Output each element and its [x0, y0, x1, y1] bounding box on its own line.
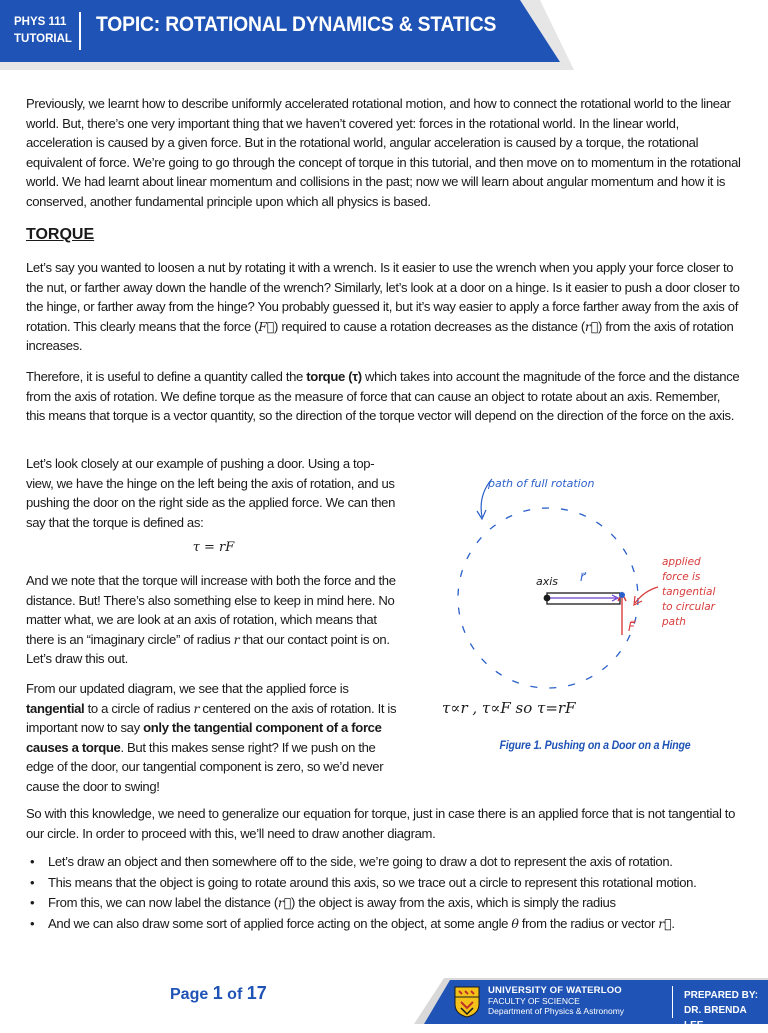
page-word: Page — [170, 986, 209, 1003]
list-item — [26, 893, 746, 914]
bullet-3-text-b: ) the object is away from the axis, which is simply the radius — [290, 895, 616, 910]
applied-note-line4: to circular — [662, 601, 715, 613]
circle-paragraph — [26, 571, 401, 669]
course-code-line1: PHYS 111 — [14, 16, 67, 28]
tangential-text-d: . But this makes sense right? If we push on the edge of the door, our tangential component is zero, so we’d never cause the door to swing! — [26, 739, 384, 794]
tangential-term: tangential — [26, 700, 85, 716]
contact-point — [619, 592, 625, 598]
torque-paragraph-1 — [26, 258, 742, 356]
generalize-text: So with this knowledge, we need to generalize our equation for torque, just in case there is an applied force that is not tangential to our circle. In order to proceed with this, we’ll need to draw another diagram. — [26, 806, 736, 841]
torque-p1-text-c: ) from the axis of rotation increases. — [26, 318, 734, 353]
page-number: 1 — [212, 983, 223, 1003]
hinge-dot — [544, 595, 551, 602]
university-crest-icon — [454, 986, 480, 1018]
bullet-4-text-b: from the radius or vector — [518, 915, 659, 931]
applied-note-line1: applied — [662, 556, 701, 568]
torque-p2-text-b: which takes into account the magnitude of the force and the distance from the axis of rotation. We define torque as the measure of force that can cause an object to rotate about an axis. Remember, this means that torque is a vector quantity, so the direction of the torque vector will depend on the direction of the force on the axis. — [26, 369, 740, 423]
tangential-paragraph — [26, 679, 401, 796]
door-text: Let’s look closely at our example of pushing a door. Using a top-view, we have the hinge on the left being the axis of rotation, and us pushing the door on the right side as the applied force. We can then say that the torque is defined as: — [26, 456, 396, 530]
radius-vector-symbol: r⃗ — [584, 318, 599, 334]
radius-symbol-2: r — [193, 700, 200, 716]
axis-label: axis — [536, 575, 559, 588]
university-name: UNIVERSITY OF WATERLOO — [488, 985, 622, 996]
bullet-2-text: This means that the object is going to rotate around this axis, so we trace out a circle to represent this rotational motion. — [48, 874, 697, 890]
torque-p2-text-a: Therefore, it is useful to define a quantity called the — [26, 369, 307, 384]
section-heading-torque: TORQUE — [26, 226, 95, 243]
list-item — [26, 873, 746, 894]
course-code — [14, 14, 74, 48]
radius-symbol: r — [233, 631, 240, 647]
tangential-text-a: From our updated diagram, we see that the applied force is — [26, 681, 349, 696]
footer-divider — [672, 986, 673, 1018]
applied-note-line5: path — [662, 616, 686, 628]
tangential-key-statement: only the tangential component of a force causes a torque — [26, 720, 382, 755]
bullet-1-text: Let’s draw an object and then somewhere off to the side, we’re going to draw a dot to represent the axis of rotation. — [48, 854, 673, 869]
force-vector-symbol: F⃗ — [258, 318, 275, 334]
tangential-text-b: to a circle of radius — [84, 700, 194, 716]
intro-paragraph — [26, 94, 742, 211]
bullet-4-radius-symbol: r⃗ — [658, 915, 672, 931]
figure-caption: Figure 1. Pushing on a Door on a Hinge — [499, 738, 691, 752]
path-of-rotation-label: path of full rotation — [488, 477, 595, 490]
applied-note-line3: tangential — [662, 586, 716, 598]
bullet-3-radius-symbol: r⃗ — [277, 895, 291, 910]
tangential-text-c: centered on the axis of rotation. It is important now to say — [26, 700, 397, 735]
list-item — [26, 852, 746, 873]
torque-equation: τ = rF — [192, 540, 235, 555]
generalize-paragraph — [26, 804, 742, 843]
bullet-3-text-a: From this, we can now label the distance ( — [48, 895, 278, 910]
bullet-4-text-a: And we can also draw some sort of applied force acting on the object, at some angle — [48, 915, 512, 931]
intro-text: Previously, we learnt how to describe uniformly accelerated rotational motion, and how to connect the rotational world to the linear world. But, there’s one very important thing that we haven’t covered yet: forces in the rotational world. In the linear world, acceleration is caused by a given force. But in the rotational world, angular acceleration is caused by a torque, the rotational equivalent of force. We’re going to go through the concept of torque in this tutorial, and then move on to momentum in the rotational world. We had learnt about linear momentum and collisions in the past; now we will learn about angular momentum and how it is conserved, another fundamental principle upon which all physics is based. — [26, 96, 741, 209]
page-total: 17 — [246, 983, 267, 1003]
page-of-word: of — [227, 986, 243, 1003]
faculty-name: FACULTY OF SCIENCE — [488, 996, 580, 1006]
theta-symbol: θ — [511, 915, 519, 931]
page-indicator — [170, 983, 267, 1004]
prepared-by-label: PREPARED BY: — [684, 990, 759, 1001]
author-name: DR. BRENDA LEE — [684, 1005, 747, 1031]
torque-p1-text-b: ) required to cause a rotation decreases as the distance ( — [274, 318, 585, 334]
door-paragraph — [26, 454, 401, 532]
circle-text-a: And we note that the torque will increase with both the force and the distance. But! There’s also something else to keep in mind here. No matter what, we are look at an axis of rotation, which means that there is an “imaginary circle” of radius — [26, 573, 396, 647]
steps-list — [26, 852, 746, 934]
page-title: TOPIC: ROTATIONAL DYNAMICS & STATICS — [96, 13, 497, 36]
course-code-line2: TUTORIAL — [14, 33, 72, 45]
torque-p1-text-a: Let’s say you wanted to loosen a nut by rotating it with a wrench. Is it easier to use the wrench when you apply your force closer to the nut, or farther away down the handle of the wrench? Similarly, let’s look at a door on a hinge. Is it easier to push a door closer to the hinge, or farther away from the hinge? You probably guessed it, but it’s way easier to apply a force farther away from the axis of rotation. This clearly means that the force ( — [26, 260, 740, 334]
applied-force-note — [661, 556, 716, 628]
header-divider — [79, 12, 81, 50]
applied-note-line2: force is — [662, 571, 701, 583]
bullet-4-text-c: . — [671, 915, 675, 931]
torque-definition-term: torque (τ) — [306, 369, 362, 384]
force-vector-label: F⃗ — [628, 620, 635, 634]
prepared-by — [684, 988, 768, 1033]
torque-paragraph-2 — [26, 367, 742, 426]
radius-vector-label: r⃗ — [580, 570, 585, 584]
proportionality-relation: τ∝r , τ∝F so τ=rF — [442, 699, 576, 717]
university-block — [488, 985, 624, 1016]
circle-text-b: that our contact point is on. Let’s draw this out. — [26, 631, 390, 666]
department-name: Department of Physics & Astronomy — [488, 1006, 625, 1016]
list-item — [26, 914, 746, 935]
door-hinge-diagram — [430, 455, 760, 725]
